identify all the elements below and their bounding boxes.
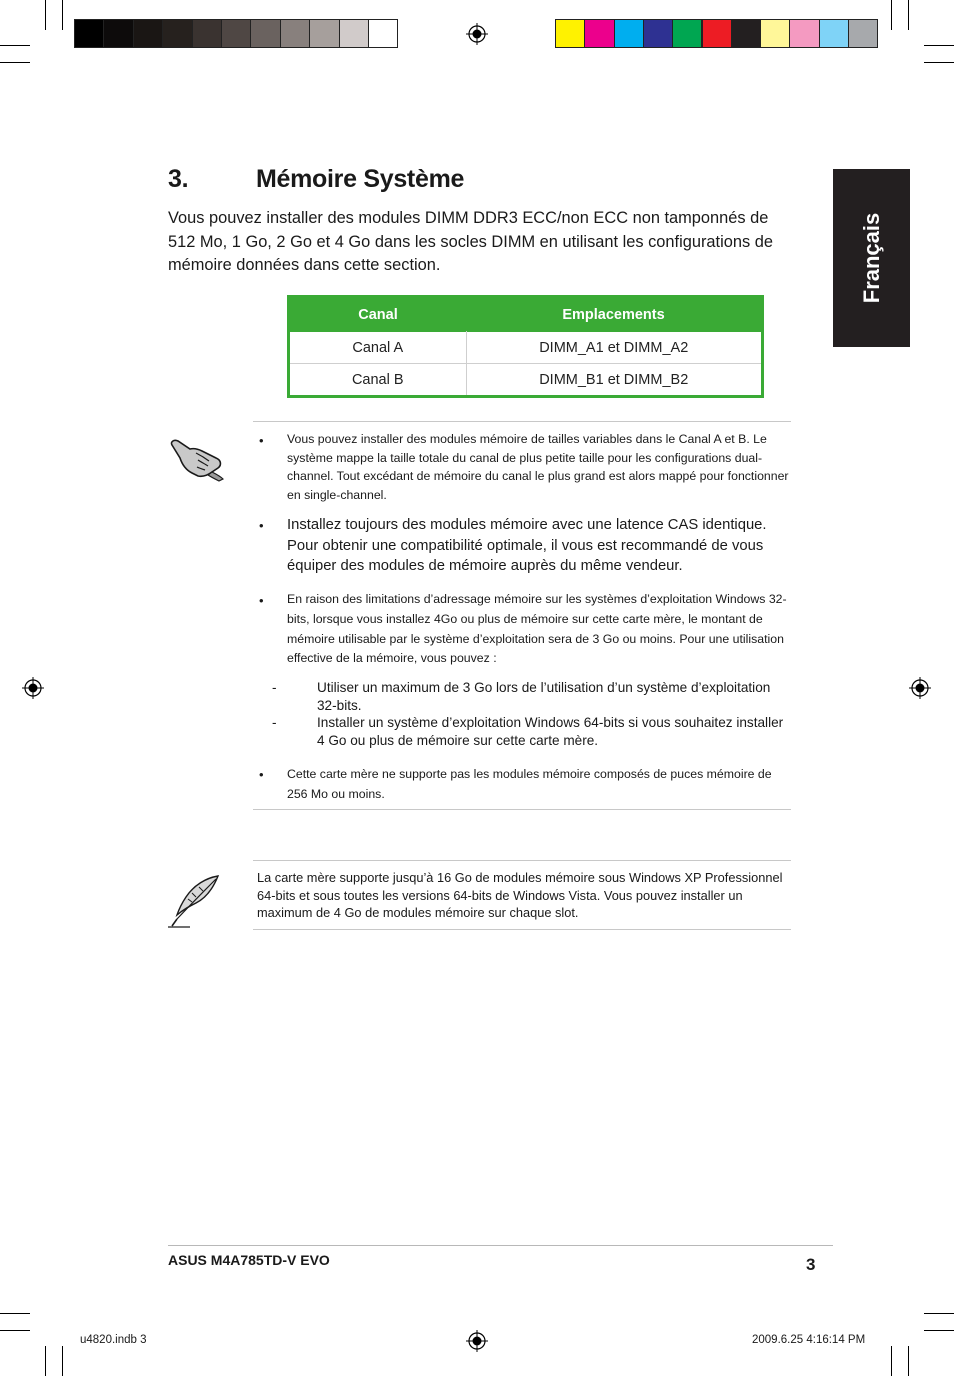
section-heading	[168, 165, 464, 194]
color-swatch	[672, 19, 702, 48]
color-swatch	[74, 19, 104, 48]
language-tab-label: Français	[858, 212, 884, 304]
note-subitem	[272, 714, 792, 750]
table-cell: DIMM_B1 et DIMM_B2	[466, 364, 763, 397]
registration-mark-icon	[466, 23, 488, 45]
dash: -	[272, 715, 277, 730]
table-cell: DIMM_A1 et DIMM_A2	[466, 332, 763, 364]
bullet: •	[259, 518, 264, 533]
section-number: 3.	[168, 165, 189, 193]
slug-filename: u4820.indb 3	[80, 1334, 147, 1346]
divider	[253, 860, 791, 861]
divider	[253, 929, 791, 930]
footer-divider	[168, 1245, 833, 1246]
dash: -	[272, 680, 277, 695]
color-swatch	[250, 19, 280, 48]
registration-mark-icon	[466, 1330, 488, 1352]
note-subitem-text: Installer un système d’exploitation Windows 64-bits si vous souhaitez installer 4 Go ou plus de mémoire sur cette carte mère.	[317, 715, 784, 748]
language-tab	[833, 169, 910, 347]
color-swatch	[819, 19, 849, 48]
bullet: •	[259, 767, 264, 782]
footer-title: ASUS M4A785TD-V EVO	[168, 1252, 330, 1268]
note-item: En raison des limitations d’adressage mémoire sur les systèmes d’exploitation Windows 32-bits, lorsque vous installez 4Go ou plus de mémoire sur cette carte mère, le montant de mémoire utilisable par le système d’exploitation sera de 3 Go ou moins. Pour une utilisation effective de la mémoire, vous pouvez :	[287, 592, 787, 666]
color-swatch	[555, 19, 585, 48]
slug-timestamp: 2009.6.25 4:16:14 PM	[752, 1334, 866, 1346]
color-swatch	[280, 19, 310, 48]
table-header-emplacements: Emplacements	[466, 297, 763, 332]
color-swatch	[339, 19, 369, 48]
color-swatch	[133, 19, 163, 48]
color-swatch	[789, 19, 819, 48]
note-item: Vous pouvez installer des modules mémoire de tailles variables dans le Canal A et B. Le système mappe la taille totale du canal de plus petite taille pour les configurations dual-channel. Tout excédant de mémoire du canal le plus grand est alors mappé pour fonctionner en single-channel.	[287, 432, 789, 502]
color-swatch	[221, 19, 251, 48]
table-row	[289, 332, 763, 364]
bullet: •	[259, 433, 264, 448]
note-subitem	[272, 679, 792, 715]
section-title: Mémoire Système	[256, 165, 465, 193]
note-item: Installez toujours des modules mémoire avec une latence CAS identique. Pour obtenir une compatibilité optimale, il vous est recommandé de vous équiper des modules de mémoire auprès du même vendeur.	[287, 517, 767, 574]
color-swatch	[848, 19, 878, 48]
memory-channel-table	[287, 295, 764, 398]
divider	[253, 809, 791, 810]
color-swatch	[162, 19, 192, 48]
note-subitem-text: Utiliser un maximum de 3 Go lors de l’utilisation d’un système d’exploitation 32-bits.	[317, 680, 771, 713]
color-swatch	[731, 19, 761, 48]
table-header-canal: Canal	[289, 297, 467, 332]
hand-icon	[168, 436, 226, 482]
info-note: La carte mère supporte jusqu’à 16 Go de modules mémoire sous Windows XP Professionnel 64-bits et sous toutes les versions 64-bits de Windows Vista. Vous pouvez installer un maximum de 4 Go de modules mémoire sur chaque slot.	[257, 870, 783, 920]
color-swatch	[368, 19, 398, 48]
color-swatch	[309, 19, 339, 48]
note-item: Cette carte mère ne supporte pas les modules mémoire composés de puces mémoire de 256 Mo ou moins.	[287, 767, 772, 801]
intro-paragraph: Vous pouvez installer des modules DIMM DDR3 ECC/non ECC non tamponnés de 512 Mo, 1 Go, 2 Go et 4 Go dans les socles DIMM en utilisant les configurations de mémoire données dans cette section.	[168, 209, 773, 274]
page-number: 3	[806, 1255, 816, 1274]
color-swatch	[614, 19, 644, 48]
color-swatch	[584, 19, 614, 48]
color-swatch	[760, 19, 790, 48]
registration-mark-icon	[909, 677, 931, 699]
quill-icon	[166, 873, 224, 929]
registration-mark-icon	[22, 677, 44, 699]
table-cell: Canal B	[289, 364, 467, 397]
color-swatch	[702, 19, 732, 48]
color-swatch	[643, 19, 673, 48]
table-cell: Canal A	[289, 332, 467, 364]
divider	[253, 421, 791, 422]
table-row	[289, 364, 763, 397]
color-swatch	[192, 19, 222, 48]
bullet: •	[259, 593, 264, 608]
color-swatch	[103, 19, 133, 48]
